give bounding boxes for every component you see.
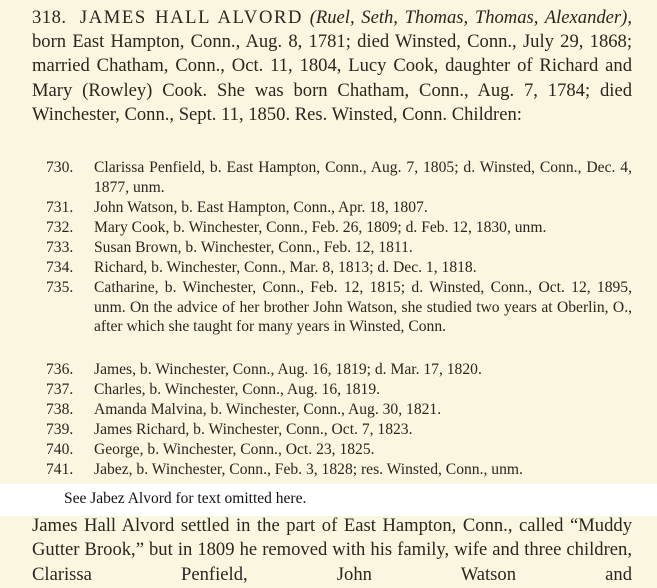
child-number: 733. bbox=[46, 239, 74, 256]
list-item bbox=[46, 380, 380, 400]
child-number: 732. bbox=[46, 219, 74, 236]
list-item bbox=[46, 158, 632, 197]
entry-number: 318. bbox=[32, 7, 67, 28]
list-item bbox=[46, 400, 441, 420]
list-item bbox=[46, 420, 413, 440]
child-number: 734. bbox=[46, 259, 74, 276]
child-text: James, b. Winchester, Conn., Aug. 16, 1819; d. Mar. 17, 1820. bbox=[94, 361, 482, 378]
child-number: 739. bbox=[46, 421, 74, 438]
child-text: James Richard, b. Winchester, Conn., Oct. 7, 1823. bbox=[94, 421, 413, 438]
child-number: 736. bbox=[46, 361, 74, 378]
child-text: Charles, b. Winchester, Conn., Aug. 16, 1819. bbox=[94, 381, 381, 398]
child-number: 730. bbox=[46, 159, 74, 176]
entry-paragraph bbox=[32, 6, 632, 127]
child-text: Susan Brown, b. Winchester, Conn., Feb. 12, 1811. bbox=[94, 239, 413, 256]
child-text: Amanda Malvina, b. Winchester, Conn., Aug. 30, 1821. bbox=[94, 401, 442, 418]
child-text: Jabez, b. Winchester, Conn., Feb. 3, 1828; res. Winsted, Conn., unm. bbox=[94, 461, 523, 478]
child-number: 735. bbox=[46, 279, 74, 296]
child-number: 741. bbox=[46, 461, 74, 478]
list-item bbox=[46, 440, 375, 460]
child-number: 738. bbox=[46, 401, 74, 418]
child-text: Catharine, b. Winchester, Conn., Feb. 12, 1815; d. Winsted, Conn., Oct. 12, 1895, unm. On the advice of her brother John Watson, she studied two years at Oberlin, O., after which she taught for many years in Winsted, Conn. bbox=[94, 279, 632, 336]
child-text: Clarissa Penfield, b. East Hampton, Conn., Aug. 7, 1805; d. Winsted, Conn., Dec. 4, 1877, unm. bbox=[94, 159, 632, 196]
list-item bbox=[46, 360, 482, 380]
list-item bbox=[46, 460, 523, 480]
list-item bbox=[46, 198, 428, 218]
omitted-text-note: See Jabez Alvord for text omitted here. bbox=[64, 490, 307, 507]
child-number: 740. bbox=[46, 441, 74, 458]
entry-name: JAMES HALL ALVORD bbox=[79, 7, 303, 28]
entry-lineage: (Ruel, Seth, Thomas, Thomas, Alexander) bbox=[309, 7, 628, 28]
child-text: Mary Cook, b. Winchester, Conn., Feb. 26, 1809; d. Feb. 12, 1830, unm. bbox=[94, 219, 547, 236]
list-item bbox=[46, 258, 477, 278]
entry-text: , born East Hampton, Conn., Aug. 8, 1781; died Winsted, Conn., July 29, 1868; married Chatham, Conn., Oct. 11, 1804, Lucy Cook, daughter of Richard and Mary (Rowley) Cook. She was born Chatham, Conn., Aug. 7, 1784; died Winchester, Conn., Sept. 11, 1850. Res. Winsted, Conn. Children: bbox=[32, 7, 632, 125]
child-text: Richard, b. Winchester, Conn., Mar. 8, 1813; d. Dec. 1, 1818. bbox=[94, 259, 477, 276]
list-item bbox=[46, 218, 546, 238]
list-item bbox=[46, 278, 632, 337]
child-number: 731. bbox=[46, 199, 74, 216]
continuation-paragraph: James Hall Alvord settled in the part of East Hampton, Conn., called “Muddy Gutter Brook,” but in 1809 he removed with his family, wife and three children, Clarissa Penfield, John Watson and bbox=[32, 515, 632, 585]
child-text: George, b. Winchester, Conn., Oct. 23, 1825. bbox=[94, 441, 375, 458]
child-text: John Watson, b. East Hampton, Conn., Apr. 18, 1807. bbox=[94, 199, 428, 216]
list-item bbox=[46, 238, 413, 258]
child-number: 737. bbox=[46, 381, 74, 398]
